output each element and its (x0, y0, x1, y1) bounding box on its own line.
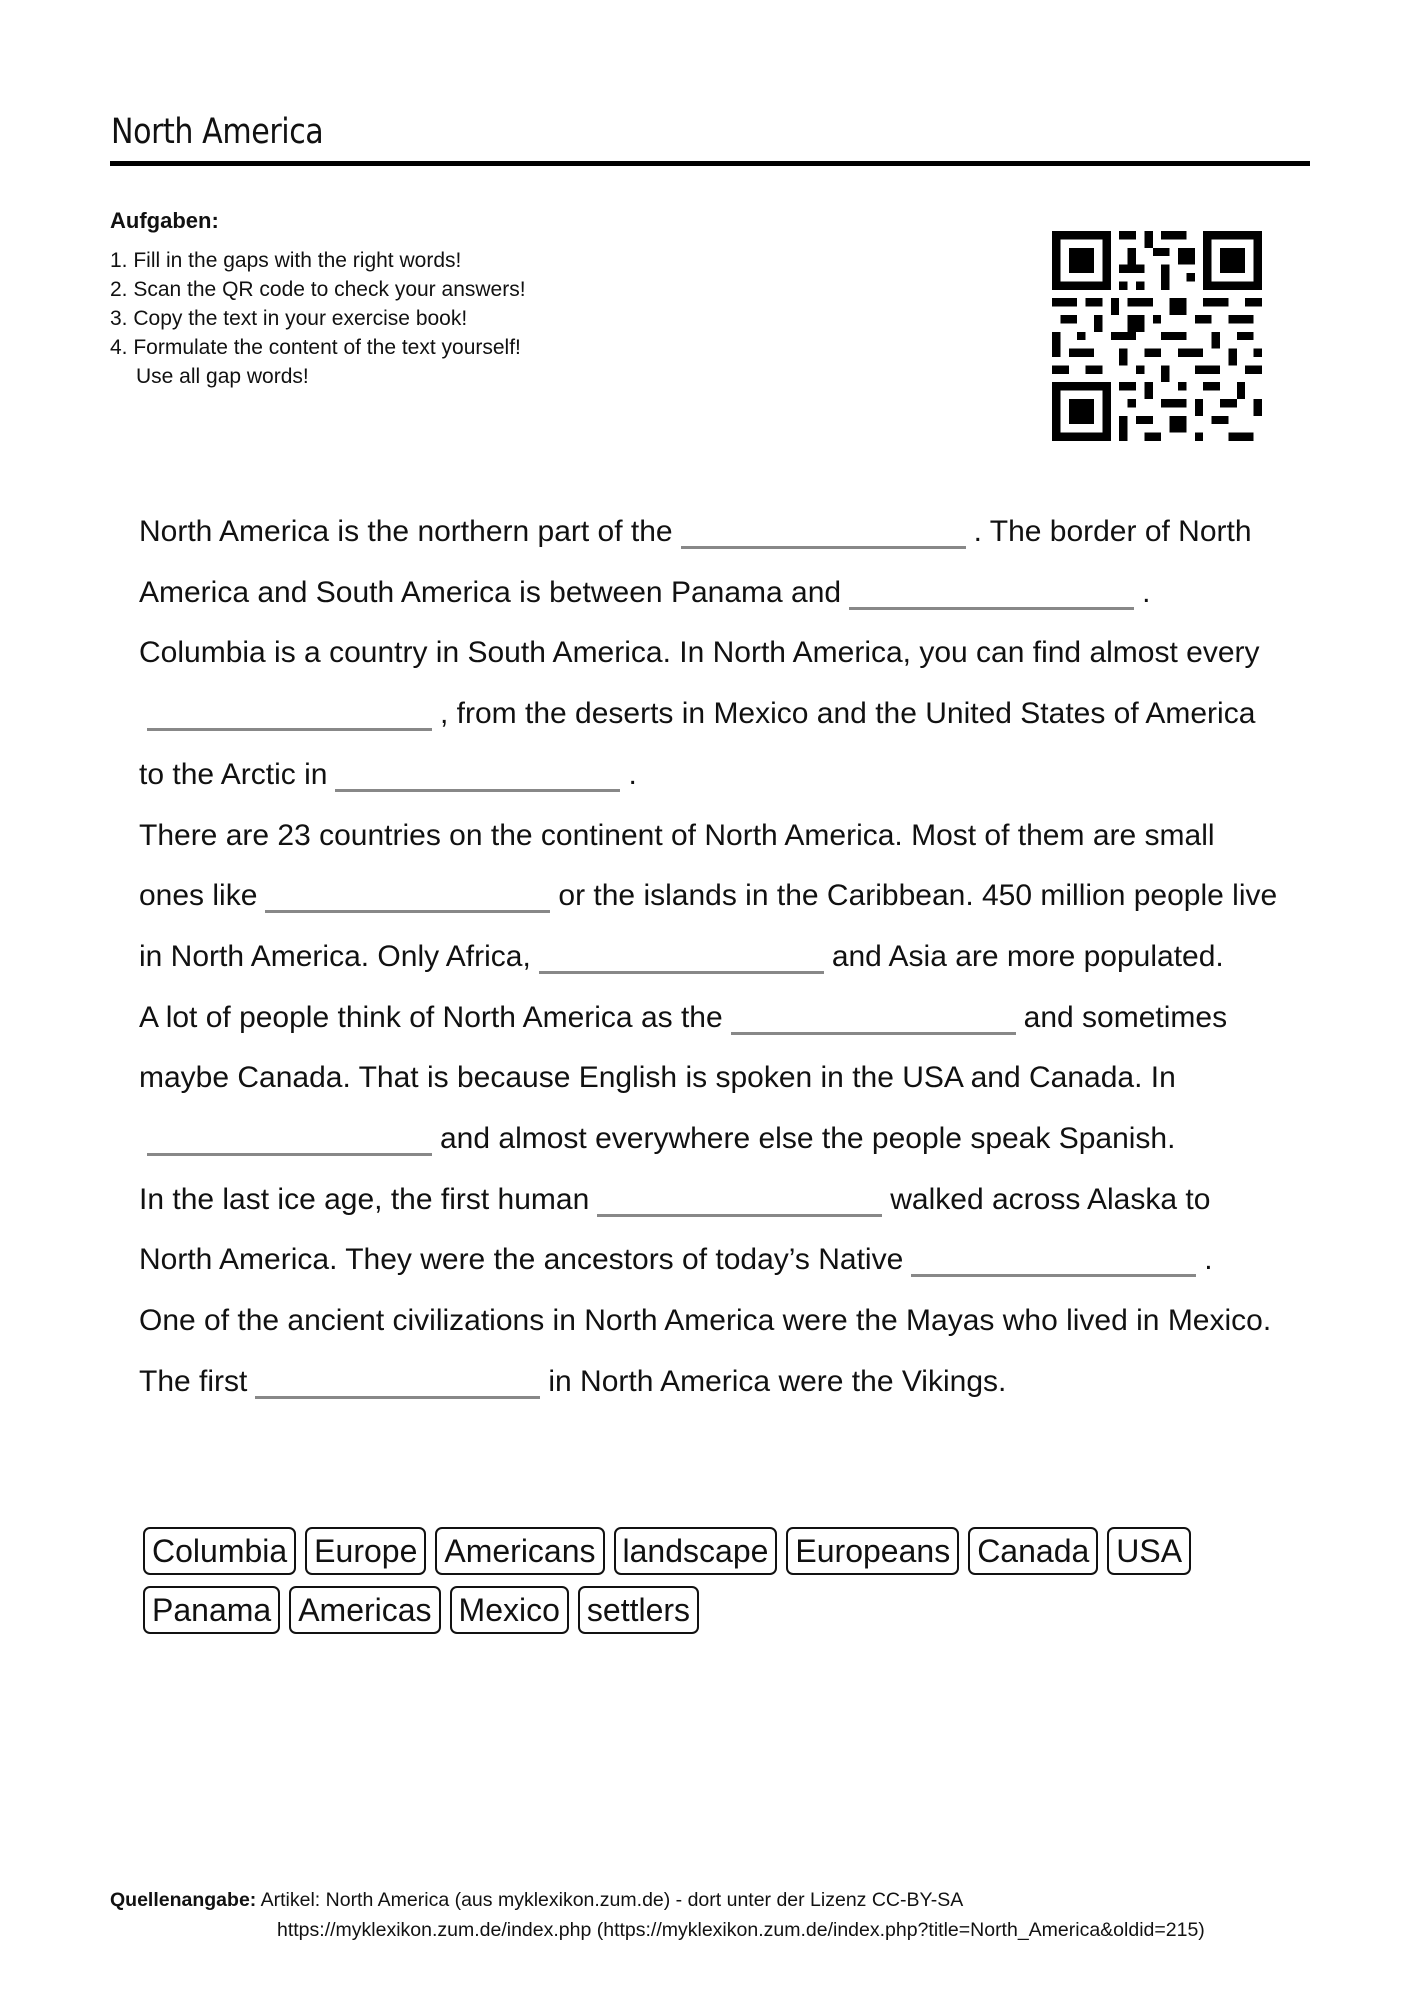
word-bank-row (143, 1527, 1263, 1575)
word-chip[interactable]: landscape (614, 1527, 778, 1575)
text-segment: and Asia are more populated. (831, 939, 1224, 973)
text-segment: in North America were the Vikings. (548, 1364, 1007, 1398)
task-item: 1. Fill in the gaps with the right words! (110, 249, 462, 272)
word-chip[interactable]: Columbia (143, 1527, 296, 1575)
text-segment: One of the ancient civilizations in North America were the Mayas who lived in Mexico. The first (139, 1304, 1272, 1398)
task-item: 4. Formulate the content of the text yourself! (110, 336, 521, 359)
tasks-heading: Aufgaben: (110, 208, 219, 233)
text-segment: There are 23 countries on the continent of North America. Most of them are small ones like (139, 818, 1215, 913)
gap-3[interactable] (147, 698, 432, 731)
page-title: North America (111, 112, 324, 152)
gap-11[interactable] (255, 1366, 540, 1399)
text-segment: . Columbia is a country in South America. In North America, you can find almost every (139, 575, 1260, 670)
gap-2[interactable] (849, 577, 1134, 610)
paragraph (139, 1291, 1279, 1412)
source-line-1: Artikel: North America (aus myklexikon.zum.de) - dort unter der Lizenz CC-BY-SA (260, 1889, 964, 1911)
paragraph (139, 1170, 1279, 1291)
gap-9[interactable] (597, 1184, 882, 1217)
gap-1[interactable] (681, 516, 966, 549)
paragraph (139, 806, 1279, 988)
title-rule (110, 161, 1310, 166)
gap-6[interactable] (539, 941, 824, 974)
word-chip[interactable]: Europeans (786, 1527, 959, 1575)
text-segment: In the last ice age, the first human (139, 1182, 590, 1216)
word-chip[interactable]: Americas (289, 1586, 440, 1634)
text-segment: and almost everywhere else the people speak Spanish. (440, 1122, 1176, 1156)
gap-7[interactable] (731, 1002, 1016, 1035)
text-segment: , from the deserts in Mexico and the United States of America to the Arctic in (139, 697, 1256, 791)
gap-10[interactable] (911, 1244, 1196, 1277)
paragraph (139, 502, 1279, 806)
text-segment: North America is the northern part of the (139, 515, 673, 548)
source-label: Quellenangabe: (110, 1889, 257, 1911)
text-segment: or the islands in the Caribbean. 450 million people live in North America. Only Africa, (139, 879, 1278, 973)
word-chip[interactable]: USA (1107, 1527, 1191, 1575)
word-chip[interactable]: Mexico (450, 1586, 569, 1634)
word-bank-row (143, 1586, 1263, 1634)
word-chip[interactable]: Panama (143, 1586, 280, 1634)
cloze-text (139, 502, 1279, 1413)
paragraph (139, 988, 1279, 1170)
word-bank (143, 1527, 1263, 1645)
gap-8[interactable] (147, 1123, 432, 1156)
qr-code-icon[interactable] (1052, 231, 1262, 441)
task-sub-item: Use all gap words! (136, 365, 309, 388)
source-note (110, 1885, 1360, 1945)
word-chip[interactable]: Europe (305, 1527, 426, 1575)
gap-5[interactable] (265, 880, 550, 913)
text-segment: and sometimes maybe Canada. That is because English is spoken in the USA and Canada. In (139, 1000, 1228, 1095)
source-link[interactable]: https://myklexikon.zum.de/index.php (https://myklexikon.zum.de/index.php?title=North_America&oldid=215) (277, 1919, 1205, 1941)
text-segment: . The border of North America and South America is between Panama and (139, 515, 1252, 609)
word-chip[interactable]: Americans (435, 1527, 604, 1575)
task-item: 3. Copy the text in your exercise book! (110, 307, 468, 330)
text-segment: A lot of people think of North America as the (139, 1000, 723, 1034)
word-chip[interactable]: settlers (578, 1586, 699, 1634)
text-segment: . (628, 757, 637, 791)
task-item: 2. Scan the QR code to check your answers! (110, 278, 526, 301)
text-segment: . (1204, 1243, 1213, 1277)
gap-4[interactable] (335, 759, 620, 792)
text-segment: walked across Alaska to North America. They were the ancestors of today’s Native (139, 1182, 1211, 1277)
word-chip[interactable]: Canada (968, 1527, 1098, 1575)
tasks-list (110, 246, 526, 391)
